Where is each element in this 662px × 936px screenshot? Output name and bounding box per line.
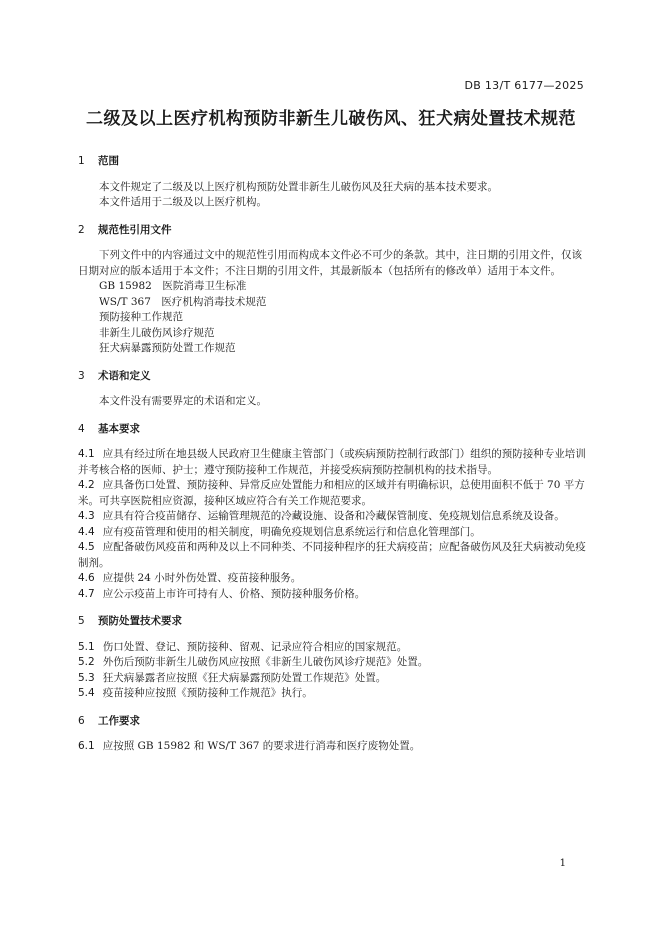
clause [78,671,588,687]
section-heading [78,714,588,730]
clause-text: 应配备破伤风疫苗和两种及以上不同种类、不同接种程序的狂犬病疫苗；应配备破伤风及狂犬病被动免疫制剂。 [78,541,586,569]
section-number: 6 [78,714,85,727]
section-heading [78,154,588,170]
section-title: 工作要求 [98,714,140,727]
clause-number: 5.3 [78,671,95,684]
section-title: 预防处置技术要求 [98,615,182,627]
standard-code: DB 13/T 6177—2025 [464,79,584,92]
section-number: 1 [78,155,85,167]
clause-text: 外伤后预防非新生儿破伤风应按照《非新生儿破伤风诊疗规范》处置。 [102,656,429,668]
paragraph: 本文件规定了二级及以上医疗机构预防处置非新生儿破伤风及狂犬病的基本技术要求。 [99,180,498,193]
document-title: 二级及以上医疗机构预防非新生儿破伤风、狂犬病处置技术规范 [86,109,576,129]
section-heading [78,614,588,630]
clause-text: 应按照 GB 15982 和 WS/T 367 的要求进行消毒和医疗废物处置。 [102,740,421,752]
clause [78,739,588,755]
clause-number: 4.1 [78,448,95,460]
clause-text: 疫苗接种应按照《预防接种工作规范》执行。 [102,687,313,699]
reference-item: 狂犬病暴露预防处置工作规范 [99,342,236,354]
section-normative-references [78,223,588,357]
clause [78,525,588,541]
section-technical-requirements [78,614,588,702]
clause-text: 狂犬病暴露者应按照《狂犬病暴露预防处置工作规范》处置。 [102,671,387,684]
clause-text: 应公示疫苗上市许可持有人、价格、预防接种服务价格。 [102,587,366,600]
clause [78,640,588,656]
clause-text: 应提供 24 小时外伤处置、疫苗接种服务。 [102,572,302,584]
section-title: 范围 [98,155,119,167]
section-heading [78,422,588,438]
clause-number: 6.1 [78,740,95,752]
clause [78,655,588,671]
reference-item: GB 15982 医院消毒卫生标准 [99,280,247,292]
section-number: 3 [78,369,85,382]
clause [78,540,588,571]
clause-text: 应有疫苗管理和使用的相关制度，明确免疫规划信息系统运行和信息化管理部门。 [102,525,481,538]
section-heading [78,223,588,239]
clause-number: 5.4 [78,687,95,699]
section-basic-requirements [78,422,588,603]
paragraph: 下列文件中的内容通过文中的规范性引用而构成本文件必不可少的条款。其中，注日期的引用文件，仅该日期对应的版本适用于本文件；不注日期的引用文件，其最新版本（包括所有的修改单）适用于本文件。 [78,249,582,277]
clause [78,686,588,702]
section-work-requirements [78,714,588,755]
clause-text: 应具备伤口处置、预防接种、异常反应处置能力和相应的区域并有明确标识，总使用面积不低于 70 平方米。可共享医院相应资源，接种区域应符合有关工作规范要求。 [78,479,585,507]
clause-number: 4.4 [78,525,95,538]
paragraph: 本文件适用于二级及以上医疗机构。 [99,196,267,208]
clause-text: 伤口处置、登记、预防接种、留观、记录应符合相应的国家规范。 [102,640,408,653]
section-heading [78,369,588,385]
clause-number: 5.1 [78,640,95,653]
section-scope [78,154,588,211]
paragraph: 本文件没有需要界定的术语和定义。 [99,395,267,407]
section-terms [78,369,588,410]
clause-number: 4.2 [78,479,95,491]
reference-item: 预防接种工作规范 [99,311,183,323]
section-title: 规范性引用文件 [98,223,172,236]
clause-text: 应具有经过所在地县级人民政府卫生健康主管部门（或疾病预防控制行政部门）组织的预防接种专业培训并考核合格的医师、护士；遵守预防接种工作规范，并接受疾病预防控制机构的技术指导。 [78,448,586,476]
page-number: 1 [559,858,566,869]
section-title: 基本要求 [98,422,140,435]
clause [78,571,588,587]
clause-text: 应具有符合疫苗储存、运输管理规范的冷藏设施、设备和冷藏保管制度、免疫规划信息系统及设备。 [102,510,565,522]
clause [78,587,588,603]
reference-item: 非新生儿破伤风诊疗规范 [99,326,215,339]
section-title: 术语和定义 [98,369,151,382]
clause-number: 4.7 [78,587,95,600]
document-body [78,154,588,767]
clause-number: 5.2 [78,656,95,668]
clause [78,509,588,525]
clause [78,447,588,478]
clause [78,478,588,509]
section-number: 4 [78,422,85,435]
clause-number: 4.3 [78,510,95,522]
clause-number: 4.6 [78,572,95,584]
section-number: 5 [78,615,85,627]
clause-number: 4.5 [78,541,95,553]
section-number: 2 [78,223,85,236]
reference-item: WS/T 367 医疗机构消毒技术规范 [99,295,267,308]
